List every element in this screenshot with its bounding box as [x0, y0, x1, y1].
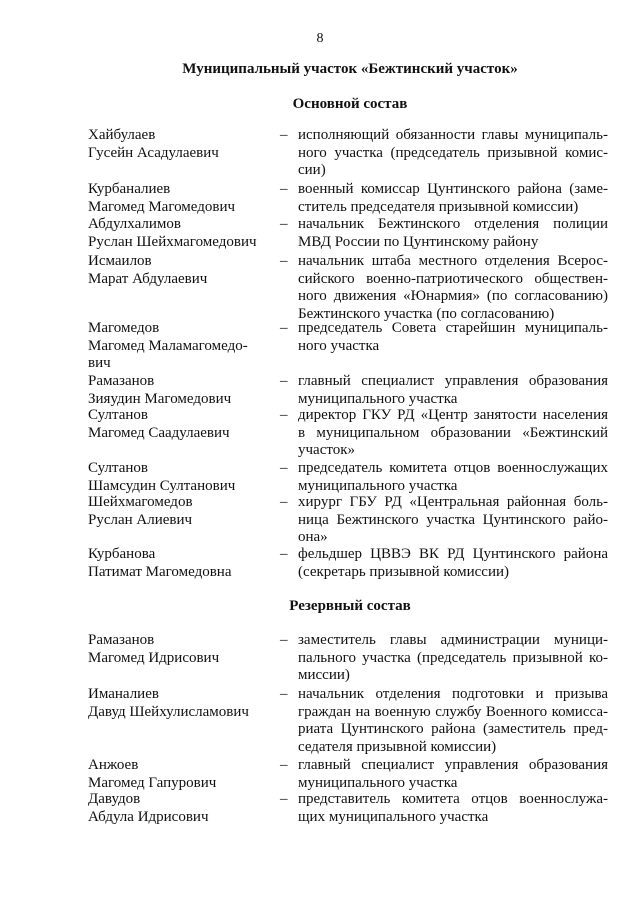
member-dash: –: [280, 632, 288, 648]
member-name-line: Давуд Шейхулисламович: [88, 703, 249, 720]
member-role-line: седателя призывной комиссии): [298, 738, 497, 755]
member-name: [88, 494, 278, 529]
member-name-line: Хайбулаев: [88, 127, 156, 143]
member-name-line: Шамсудин Султанович: [88, 477, 236, 494]
member-role-line: она»: [298, 529, 328, 545]
member-role-line: председатель Совета старейшин муниципаль-: [298, 320, 608, 336]
member-dash: –: [280, 460, 288, 476]
page-number: 8: [316, 31, 324, 46]
member-role: [298, 632, 608, 685]
member-role: [298, 407, 608, 460]
member-name: [88, 546, 278, 581]
member-role-line: начальник штаба местного отделения Всерос-: [298, 253, 608, 269]
member-role-line: директор ГКУ РД «Центр занятости населения: [298, 407, 608, 423]
member-role-line: фельдшер ЦВВЭ ВК РД Цунтинского района: [298, 546, 608, 562]
member-role: [298, 127, 608, 180]
member-role-line: начальник отделения подготовки и призыва: [298, 686, 608, 702]
member-name-line: Султанов: [88, 407, 148, 423]
member-role-line: участок»: [298, 442, 356, 458]
member-name: [88, 216, 278, 251]
member-role: [298, 494, 608, 547]
member-role-line: военный комиссар Цунтинского района (заме-: [298, 181, 608, 197]
member-name: [88, 632, 278, 667]
member-name-line: Руслан Алиевич: [88, 511, 193, 528]
member-role-line: ного движения «Юнармия» (по согласованию): [298, 288, 608, 304]
member-role-line: риата Цунтинского района (заместитель пред-: [298, 721, 608, 737]
member-name: [88, 757, 278, 792]
member-name-line: Зияудин Магомедович: [88, 390, 232, 407]
member-name-line: Магомед Саадулаевич: [88, 424, 230, 441]
member-name: [88, 686, 278, 721]
member-role-line: сийского военно-патриотического обществен-: [298, 270, 608, 287]
member-role: [298, 460, 608, 495]
member-name-line: Султанов: [88, 460, 148, 476]
member-name: [88, 127, 278, 162]
member-dash: –: [280, 546, 288, 562]
member-role: [298, 181, 608, 216]
member-role-line: щих муниципального участка: [298, 808, 489, 825]
member-role-line: миссии): [298, 667, 350, 683]
member-name-line: Магомедов: [88, 320, 160, 336]
member-dash: –: [280, 127, 288, 143]
member-role-line: ститель председателя призывной комиссии): [298, 198, 579, 215]
member-name-line: Руслан Шейхмагомедович: [88, 233, 257, 250]
member-dash: –: [280, 494, 288, 510]
member-dash: –: [280, 686, 288, 702]
member-dash: –: [280, 216, 288, 232]
member-dash: –: [280, 253, 288, 269]
member-name-line: Рамазанов: [88, 373, 155, 389]
member-name-line: Абдулхалимов: [88, 216, 181, 232]
member-dash: –: [280, 373, 288, 389]
member-name-line: Давудов: [88, 791, 141, 807]
member-role: [298, 373, 608, 408]
member-role-line: представитель комитета отцов военнослужа-: [298, 791, 608, 807]
member-name: [88, 460, 278, 495]
member-role-line: исполняющий обязанности главы муниципаль-: [298, 127, 608, 143]
member-name-line: Гусейн Асадулаевич: [88, 144, 219, 161]
member-name-line: вич: [88, 355, 111, 371]
member-role-line: ница Бежтинского участка Цунтинского райо-: [298, 511, 608, 528]
member-name: [88, 791, 278, 826]
member-name-line: Курбанова: [88, 546, 156, 562]
member-name-line: Магомед Гапурович: [88, 774, 217, 791]
member-dash: –: [280, 407, 288, 423]
member-name: [88, 320, 278, 373]
member-name: [88, 407, 278, 442]
section-heading-reserve: Резервный состав: [289, 598, 411, 614]
member-role-line: главный специалист управления образования: [298, 757, 608, 773]
member-role-line: заместитель главы администрации муници-: [298, 632, 608, 648]
section-heading-main: Основной состав: [292, 96, 408, 112]
member-role-line: ного участка: [298, 337, 380, 354]
member-role-line: хирург ГБУ РД «Центральная районная боль-: [298, 494, 608, 510]
member-role: [298, 791, 608, 826]
member-name-line: Абдула Идрисович: [88, 808, 209, 825]
member-name-line: Исмаилов: [88, 253, 152, 269]
member-role-line: сии): [298, 162, 326, 178]
member-name: [88, 253, 278, 288]
member-role-line: ного участка (председатель призывной комис-: [298, 144, 608, 161]
member-name-line: Шейхмагомедов: [88, 494, 193, 510]
member-role-line: главный специалист управления образования: [298, 373, 608, 389]
member-role-line: (секретарь призывной комиссии): [298, 563, 509, 580]
member-role: [298, 253, 608, 323]
member-name-line: Анжоев: [88, 757, 139, 773]
member-name-line: Марат Абдулаевич: [88, 270, 208, 287]
document-title: Муниципальный участок «Бежтинский участок»: [182, 61, 518, 77]
member-dash: –: [280, 757, 288, 773]
member-role-line: муниципального участка: [298, 390, 458, 407]
member-role-line: граждан на военную службу Военного комисса-: [298, 703, 608, 720]
member-name-line: Магомед Идрисович: [88, 649, 220, 666]
member-name-line: Патимат Магомедовна: [88, 563, 232, 580]
member-role: [298, 546, 608, 581]
member-name-line: Иманалиев: [88, 686, 159, 702]
member-name: [88, 373, 278, 408]
member-role-line: пального участка (председатель призывной ко-: [298, 649, 608, 666]
member-role-line: председатель комитета отцов военнослужащих: [298, 460, 608, 476]
member-role-line: в муниципальном образовании «Бежтинский: [298, 424, 608, 441]
member-role: [298, 320, 608, 355]
member-dash: –: [280, 791, 288, 807]
member-role-line: муниципального участка: [298, 477, 458, 494]
member-role: [298, 216, 608, 251]
member-role-line: МВД России по Цунтинскому району: [298, 233, 539, 250]
member-name-line: Магомед Маламагомедо-: [88, 337, 248, 354]
member-dash: –: [280, 181, 288, 197]
member-name: [88, 181, 278, 216]
member-role: [298, 757, 608, 792]
member-dash: –: [280, 320, 288, 336]
member-role-line: муниципального участка: [298, 774, 458, 791]
member-role-line: начальник Бежтинского отделения полиции: [298, 216, 608, 232]
member-name-line: Курбаналиев: [88, 181, 171, 197]
member-role-line: Бежтинского участка (по согласованию): [298, 305, 555, 322]
member-name-line: Рамазанов: [88, 632, 155, 648]
member-role: [298, 686, 608, 756]
member-name-line: Магомед Магомедович: [88, 198, 236, 215]
